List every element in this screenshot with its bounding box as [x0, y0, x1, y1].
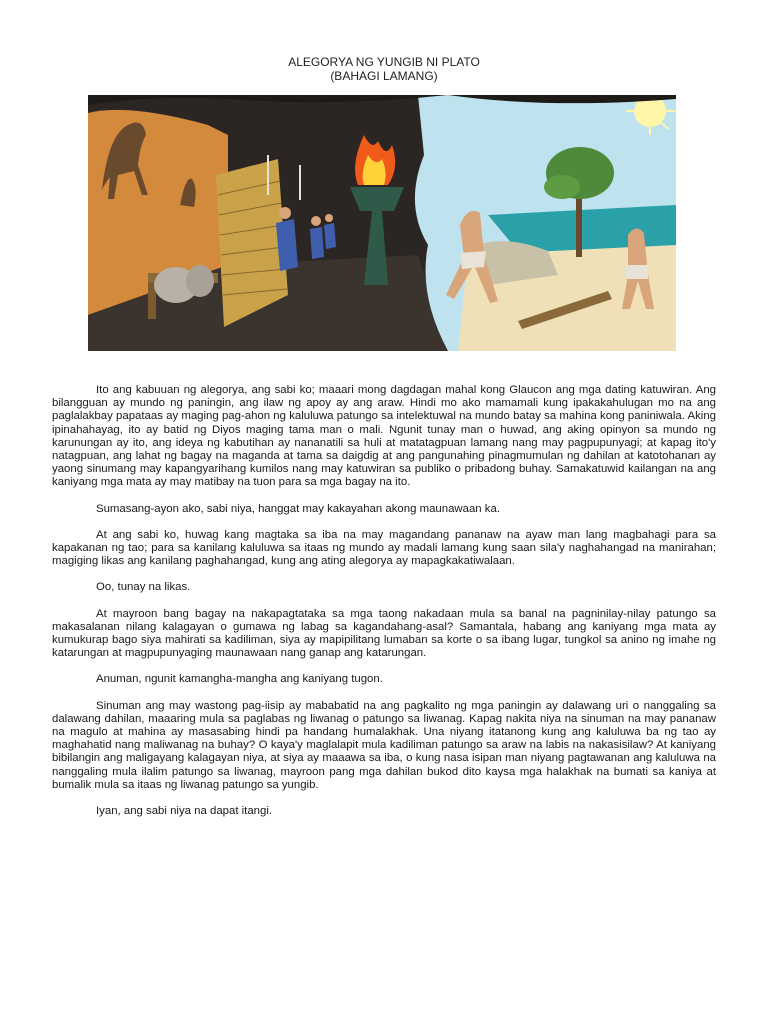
- cave-allegory-illustration: [88, 95, 676, 351]
- paragraph: At mayroon bang bagay na nakapagtataka sa mga taong nakadaan mula sa banal na pagninilay-nilay patungo sa makasalanan nilang kalagayan o gumawa ng labag sa kagandahang-asal? Samantala, habang ang kaniyang mga mata ay kumukurap bago siya mahirati sa kadiliman, siya ay mapipilitang lumaban sa korte o sa ibang lugar, tungkol sa anino ng imahe ng katarungan at magpupunyaging maunawaan nang ganap ang katarungan.: [52, 607, 716, 660]
- paragraph: Sumasang-ayon ako, sabi niya, hanggat may kakayahan akong maunawaan ka.: [96, 502, 500, 515]
- document-title: [0, 55, 768, 83]
- title-line-1: ALEGORYA NG YUNGIB NI PLATO: [288, 55, 480, 69]
- paragraph: Anuman, ngunit kamangha-mangha ang kaniyang tugon.: [96, 673, 383, 686]
- paragraph: Sinuman ang may wastong pag-iisip ay mababatid na ang pagkalito ng mga paningin ay dalawang uri o nanggaling sa dalawang dahilan, maaaring mula sa paglabas ng liwanag o patungo sa liwanag. Kapag nakita niya na sinuman na may pananaw na magulo at mahina ay masasabing hindi pa handang humalakhak. Una niyang itatanong kung ang kaluluwa ba ng tao ay maghahatid nang maliwanag na buhay? O kaya'y maglalapit mula kadiliman patungo sa araw na labis na nakasisilaw? At kaniyang bibilangin ang maligayang kalagayan niya, at siya ay maaawa sa iba, o kung nasa isipan man niyang pagtawanan ang kaluluwa na nanggaling mula ilalim patungo sa liwanag, mayroon pang mga dahilan bukod dito kaysa mga halakhak na bumati sa kaniya at bumalik mula sa itaas ng liwanag patungo sa yungib.: [52, 699, 716, 791]
- paragraph: At ang sabi ko, huwag kang magtaka sa iba na may magandang pananaw na ayaw man lang magbahagi para sa kapakanan ng tao; para sa kanilang kaluluwa sa itaas ng mundo ay madali lamang kung saan sila'y naghahangad na manirahan; magiging likas ang kanilang paghahangad, kung ang ating alegorya ay mapagkakatiwalaan.: [52, 528, 716, 568]
- paragraph: Iyan, ang sabi niya na dapat itangi.: [96, 805, 273, 818]
- paragraph: Oo, tunay na likas.: [96, 581, 191, 594]
- paragraph: Ito ang kabuuan ng alegorya, ang sabi ko; maaari mong dagdagan mahal kong Glaucon ang mga dating katuwiran. Ang bilangguan ay mundo ng paningin, ang ilaw ng apoy ay ang araw. Hindi mo ako mamamali kung ipakakahulugan mo na ang paglalakbay papataas ay maging pag-ahon ng kaluluwa patungo sa intelektuwal na mundo batay sa mahina kong paniniwala. Aking ipinahahayag, ito ay batid ng Diyos maging tama man o mali. Ngunit tunay man o huwad, ang aking opinyon sa mundo ng karunungan ay ito, ang ideya ng kabutihan ay nananatili sa huli at matatagpuan lamang nang may pagpupunyagi; at kapag ito'y natagpuan, ang lahat ng bagay na maganda at tama sa daigdig at ang pangunahing pinagmumulan ng dahilan at katotohanan ay yaong sinumang may kapangyarihang kumilos nang may katuwiran sa publiko o pribadong buhay. Samakatuwid kailangan na ang kaniyang mga mata ay may matibay na tuon para sa mga bagay na ito.: [52, 384, 716, 489]
- title-line-2: (BAHAGI LAMANG): [330, 69, 438, 83]
- body-text: [52, 384, 716, 831]
